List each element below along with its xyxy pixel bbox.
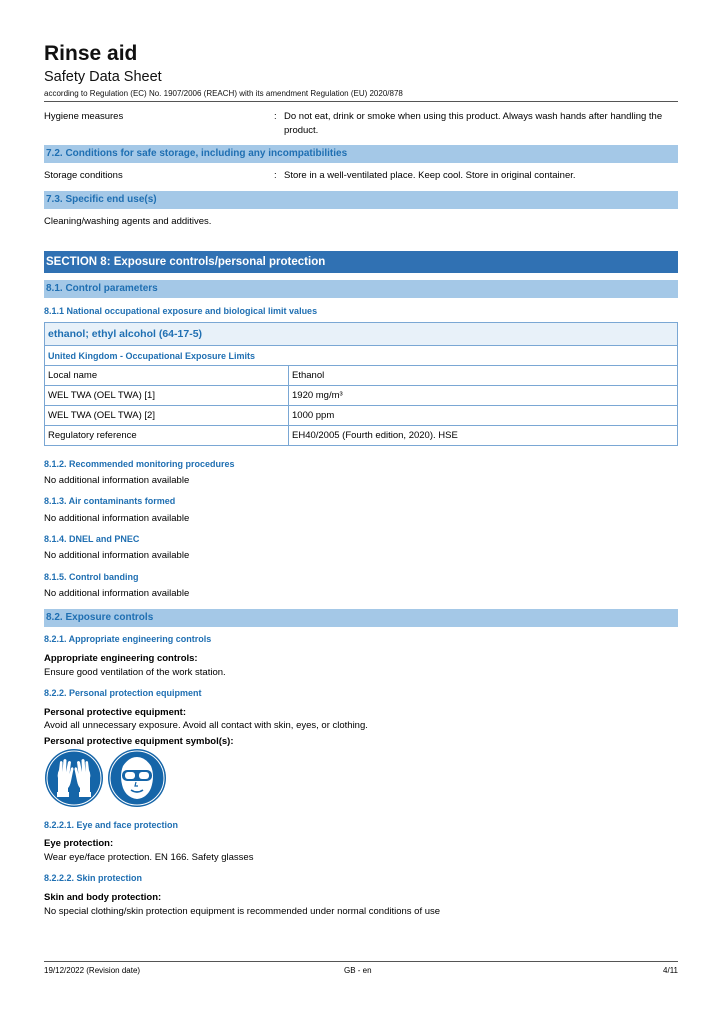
engineering-controls-label: Appropriate engineering controls:	[44, 653, 198, 664]
skin-protection-label: Skin and body protection:	[44, 892, 162, 903]
section-8-header: SECTION 8: Exposure controls/personal protection	[44, 251, 678, 273]
ppe-text: Avoid all unnecessary exposure. Avoid all contact with skin, eyes, or clothing.	[44, 720, 368, 731]
hygiene-measures-value: Do not eat, drink or smoke when using this product. Always wash hands after handling the product.	[284, 111, 663, 136]
safety-glasses-icon	[107, 748, 167, 808]
engineering-controls-text: Ensure good ventilation of the work station.	[44, 667, 226, 678]
table-cell-value: 1920 mg/m³	[289, 386, 678, 406]
table-row	[45, 366, 678, 386]
document-subtitle: Safety Data Sheet	[44, 69, 162, 85]
substance-name: ethanol; ethyl alcohol (64-17-5)	[45, 323, 678, 346]
subsection-8-1-1-title: 8.1.1 National occupational exposure and biological limit values	[44, 306, 318, 316]
table-cell-value: 1000 ppm	[289, 406, 678, 426]
ppe-symbols-label: Personal protective equipment symbol(s):	[44, 736, 234, 747]
subsection-8-2-2-1-title: 8.2.2.1. Eye and face protection	[44, 820, 179, 830]
page-number: 4/11	[663, 966, 678, 975]
air-contaminants-text: No additional information available	[44, 513, 190, 524]
subsection-8-1-header: 8.1. Control parameters	[44, 280, 678, 298]
document-title: Rinse aid	[44, 42, 138, 65]
colon: :	[274, 111, 277, 122]
footer-divider	[44, 961, 678, 962]
table-cell-label: WEL TWA (OEL TWA) [2]	[45, 406, 289, 426]
language-code: GB - en	[344, 966, 372, 975]
subsection-8-1-4-title: 8.1.4. DNEL and PNEC	[44, 534, 140, 544]
subsection-7-2-header: 7.2. Conditions for safe storage, including any incompatibilities	[44, 145, 678, 163]
subsection-8-2-1-title: 8.2.1. Appropriate engineering controls	[44, 634, 212, 644]
table-cell-label: Local name	[45, 366, 289, 386]
subsection-8-2-2-2-title: 8.2.2.2. Skin protection	[44, 873, 143, 883]
control-banding-text: No additional information available	[44, 588, 190, 599]
ppe-label: Personal protective equipment:	[44, 707, 187, 718]
revision-date: 19/12/2022 (Revision date)	[44, 966, 141, 975]
subsection-8-1-2-title: 8.1.2. Recommended monitoring procedures	[44, 459, 235, 469]
hygiene-measures-row	[44, 110, 678, 138]
regulation-note: according to Regulation (EC) No. 1907/2006 (REACH) with its amendment Regulation (EU) 2020/878	[44, 89, 403, 98]
table-cell-value: EH40/2005 (Fourth edition, 2020). HSE	[289, 426, 678, 446]
exposure-limits-table	[44, 322, 678, 446]
subsection-8-1-3-title: 8.1.3. Air contaminants formed	[44, 496, 176, 506]
subsection-8-2-header: 8.2. Exposure controls	[44, 609, 678, 627]
storage-conditions-label: Storage conditions	[44, 170, 123, 181]
storage-conditions-value: Store in a well-ventilated place. Keep cool. Store in original container.	[284, 170, 576, 181]
table-jurisdiction-row	[45, 346, 678, 366]
table-cell-label: Regulatory reference	[45, 426, 289, 446]
jurisdiction-name: United Kingdom - Occupational Exposure Limits	[45, 346, 678, 366]
gloves-icon	[44, 748, 104, 808]
storage-conditions-row	[44, 169, 678, 183]
table-cell-label: WEL TWA (OEL TWA) [1]	[45, 386, 289, 406]
colon: :	[274, 170, 277, 181]
skin-protection-text: No special clothing/skin protection equipment is recommended under normal conditions of use	[44, 906, 441, 917]
specific-end-use-text: Cleaning/washing agents and additives.	[44, 216, 212, 227]
monitoring-procedures-text: No additional information available	[44, 475, 190, 486]
eye-protection-text: Wear eye/face protection. EN 166. Safety glasses	[44, 852, 254, 863]
eye-protection-label: Eye protection:	[44, 838, 114, 849]
table-row	[45, 426, 678, 446]
dnel-pnec-text: No additional information available	[44, 550, 190, 561]
table-row	[45, 406, 678, 426]
hygiene-measures-label: Hygiene measures	[44, 111, 124, 122]
subsection-8-1-5-title: 8.1.5. Control banding	[44, 572, 139, 582]
subsection-7-3-header: 7.3. Specific end use(s)	[44, 191, 678, 209]
subsection-8-2-2-title: 8.2.2. Personal protection equipment	[44, 688, 202, 698]
table-row	[45, 386, 678, 406]
header-divider	[44, 101, 678, 102]
table-cell-value: Ethanol	[289, 366, 678, 386]
table-substance-row	[45, 323, 678, 346]
